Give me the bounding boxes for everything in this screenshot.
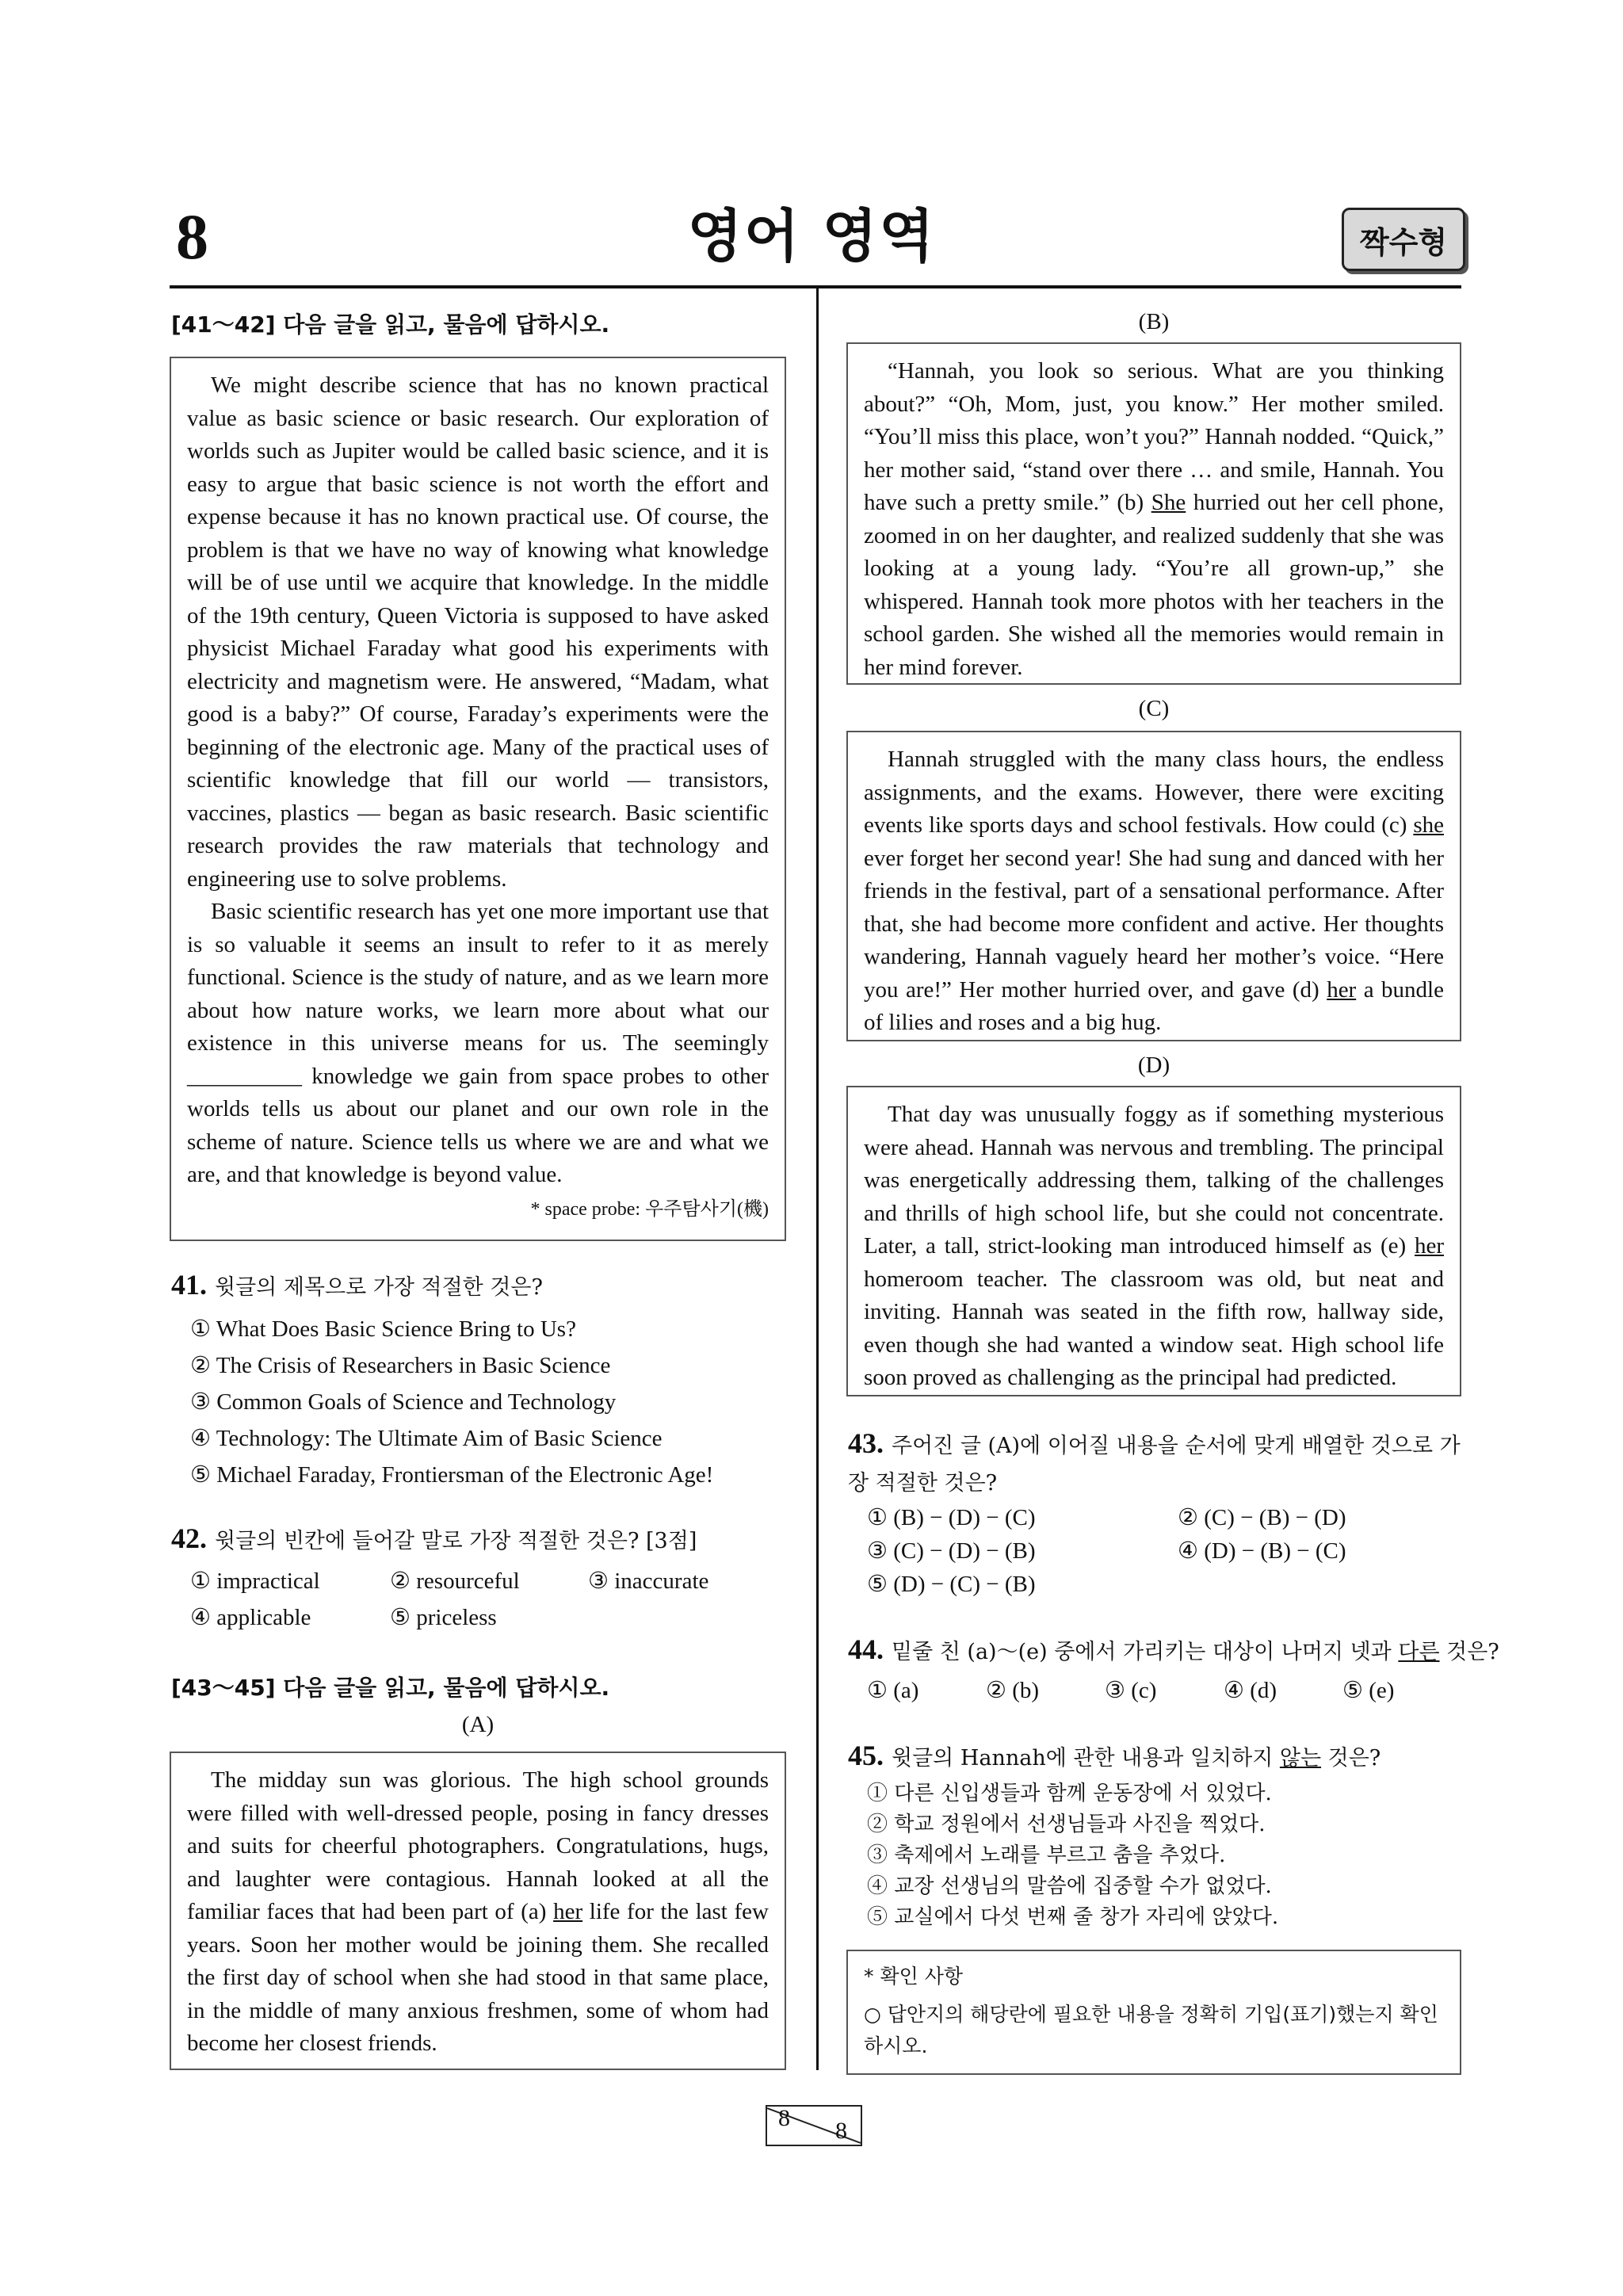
footer-page-indicator xyxy=(766,2105,862,2146)
passage-a-text-2: life for the last few years. Soon her mother would be joining them. She recalled the first day of school when she had stood in that same place, in the middle of many anxious freshmen, some of whom had become her closest friends. xyxy=(187,1899,769,2056)
underlined-c: she xyxy=(1413,812,1444,838)
option-1[interactable]: ① (a) xyxy=(867,1678,919,1703)
passage-b xyxy=(846,342,1461,685)
underlined-d: her xyxy=(1327,976,1357,1003)
option-4[interactable]: ④ 교장 선생님의 말씀에 집중할 수가 없었다. xyxy=(867,1874,1272,1898)
column-divider xyxy=(816,288,819,2070)
footer-page-right: 8 xyxy=(835,2118,847,2144)
question-number: 43. xyxy=(848,1427,884,1459)
option-4[interactable]: ④ applicable xyxy=(190,1605,311,1630)
question-text: 주어진 글 (A)에 이어질 내용을 순서에 맞게 배열한 것으로 가장 적절한 것은? xyxy=(848,1434,1461,1496)
option-1[interactable]: ① 다른 신입생들과 함께 운동장에 서 있었다. xyxy=(867,1782,1272,1805)
passage-c xyxy=(846,731,1461,1041)
q41-options xyxy=(190,1311,792,1493)
passage-c-text-3: a bundle of lilies and roses and a big hug. xyxy=(864,976,1444,1035)
option-2[interactable]: ② resourceful xyxy=(390,1568,520,1594)
passage-d-text-2: homeroom teacher. The classroom was old, but neat and inviting. Hannah was seated in the fifth row, hallway side, even though she had wanted a window seat. High school life soon proved as challenging as the principal had predicted. xyxy=(864,1266,1444,1390)
section-label-a: (A) xyxy=(461,1712,495,1737)
question-text: 윗글의 제목으로 가장 적절한 것은? xyxy=(215,1275,543,1300)
question-number: 45. xyxy=(848,1740,884,1771)
underlined-e: her xyxy=(1414,1233,1444,1259)
question-number: 44. xyxy=(848,1633,884,1665)
option-1[interactable]: ① impractical xyxy=(190,1568,320,1594)
underlined-b: She xyxy=(1151,490,1186,515)
question-text: 윗글의 빈칸에 들어갈 말로 가장 적절한 것은? [3점] xyxy=(215,1529,697,1553)
option-2[interactable]: ② (b) xyxy=(986,1678,1040,1703)
option-4[interactable]: ④ (d) xyxy=(1224,1678,1277,1703)
option-5[interactable]: ⑤ 교실에서 다섯 번째 줄 창가 자리에 앉았다. xyxy=(867,1905,1279,1929)
passage-paragraph-1: We might describe science that has no known practical value as basic science or basic research. Our exploration of worlds such as Jupiter would be called basic science, and it is easy to argue that basic science is not worth the effort and expense because it has no known practical use. Of course, the problem is that we have no way of knowing what knowledge will be of use until we acquire that knowledge. In the middle of the 19th century, Queen Victoria is supposed to have asked physicist Michael Faraday what good his experiments with electricity and magnetism were. He answered, “Madam, what good is a baby?” Of course, Faraday’s experiments were the beginning of the electronic age. Many of the practical uses of scientific knowledge that fill our world — transistors, vaccines, plastics — began as basic research. Basic scientific research provides the raw materials that technology and engineering use to solve problems. xyxy=(187,372,769,892)
passage-c-text-1: Hannah struggled with the many class hours, the endless assignments, and the exams. However, there were exciting events like sports days and school festivals. How could (c) xyxy=(864,747,1444,838)
passage-d-text-1: That day was unusually foggy as if something mysterious were ahead. Hannah was nervous and trembling. The principal was energetically addressing them, talking of the challenges and thrills of high school life, but she could not concentrate. Later, a tall, strict-looking man introduced himself as (e) xyxy=(864,1102,1444,1259)
confirmation-text: ○ 답안지의 해당란에 필요한 내용을 정확히 기입(표기)했는지 확인하시오. xyxy=(864,2003,1438,2057)
question-text: 밑줄 친 (a)～(e) 중에서 가리키는 대상이 나머지 넷과 xyxy=(892,1640,1399,1664)
question-44 xyxy=(848,1633,1499,1666)
q45-options xyxy=(867,1778,1278,1933)
question-text-end: 것은? xyxy=(1321,1746,1381,1771)
question-text-end: 것은? xyxy=(1439,1640,1499,1664)
option-5[interactable]: ⑤ priceless xyxy=(390,1605,497,1630)
option-2[interactable]: ② 학교 정원에서 선생님들과 사진을 찍었다. xyxy=(867,1813,1266,1836)
option-3[interactable]: ③ (C) − (D) − (B) xyxy=(867,1538,1036,1564)
option-2[interactable]: ② (C) − (B) − (D) xyxy=(1178,1505,1346,1530)
option-5[interactable]: ⑤ (e) xyxy=(1342,1678,1395,1703)
question-number: 41. xyxy=(171,1269,207,1301)
question-45 xyxy=(848,1739,1381,1772)
option-1[interactable]: ① (B) − (D) − (C) xyxy=(867,1505,1036,1530)
question-emphasis: 다른 xyxy=(1398,1640,1440,1664)
question-text: 윗글의 Hannah에 관한 내용과 일치하지 xyxy=(892,1746,1280,1771)
confirmation-notice xyxy=(846,1950,1461,2075)
section-label-b: (B) xyxy=(1138,309,1170,334)
section-label-c: (C) xyxy=(1138,696,1170,721)
question-emphasis: 않는 xyxy=(1279,1746,1322,1771)
passage-b-text-2: hurried out her cell phone, zoomed in on her daughter, and realized suddenly that she was looking at a young lady. “You’re all grown-up,” she whispered. Hannah took more photos with her teachers in the school garden. She wished all the memories would remain in her mind forever. xyxy=(864,490,1444,680)
passage-paragraph-2: Basic scientific research has yet one more important use that is so valuable it seems an insult to refer to it as merely functional. Science is the study of nature, and as we learn more about how nature works, we learn more about what our existence in this universe means for us. The seemingly __________ knowledge we gain from space probes to other worlds tells us about our planet and our own role in the scheme of nature. Science tells us where we are and what we are, and that knowledge is beyond value. xyxy=(187,899,769,1187)
page-title: 영어 영역 xyxy=(687,203,936,269)
set-title-41-42: [41～42] 다음 글을 읽고, 물음에 답하시오. xyxy=(171,311,610,338)
option-5[interactable]: ⑤ Michael Faraday, Frontiersman of the Electronic Age! xyxy=(190,1462,714,1488)
question-41 xyxy=(171,1268,543,1301)
option-3[interactable]: ③ (c) xyxy=(1105,1678,1157,1703)
underlined-a: her xyxy=(553,1899,583,1924)
option-3[interactable]: ③ inaccurate xyxy=(588,1568,709,1594)
passage-d xyxy=(846,1086,1461,1396)
option-5[interactable]: ⑤ (D) − (C) − (B) xyxy=(867,1572,1036,1597)
option-3[interactable]: ③ 축제에서 노래를 부르고 춤을 추었다. xyxy=(867,1843,1226,1867)
question-number: 42. xyxy=(171,1522,207,1554)
passage-c-text-2: ever forget her second year! She had sung and danced with her friends in the festival, part of a sensational performance. After that, she had become more confident and active. Her thoughts wandering, Hannah vaguely heard her mother’s voice. “Here you are!” Her mother hurried over, and gave (d) xyxy=(864,845,1444,1003)
header-rule xyxy=(170,285,1461,288)
passage-a-text-1: The midday sun was glorious. The high school grounds were filled with well-dressed people, posing in fancy dresses and suits for cheerful photographers. Congratulations, hugs, and laughter were contagious. Hannah looked at all the familiar faces that had been part of (a) xyxy=(187,1767,769,1924)
section-label-d: (D) xyxy=(1137,1052,1170,1078)
option-1[interactable]: ① What Does Basic Science Bring to Us? xyxy=(190,1316,576,1342)
option-4[interactable]: ④ (D) − (B) − (C) xyxy=(1178,1538,1346,1564)
option-4[interactable]: ④ Technology: The Ultimate Aim of Basic Science xyxy=(190,1426,663,1451)
question-42 xyxy=(171,1522,697,1555)
option-3[interactable]: ③ Common Goals of Science and Technology xyxy=(190,1389,617,1415)
page-number: 8 xyxy=(176,201,208,273)
confirmation-title: * 확인 사항 xyxy=(864,1965,963,1988)
question-43 xyxy=(848,1425,1466,1502)
passage-41-42 xyxy=(170,357,786,1241)
passage-a xyxy=(170,1752,786,2070)
set-title-43-45: [43～45] 다음 글을 읽고, 물음에 답하시오. xyxy=(171,1675,610,1701)
footer-page-left: 8 xyxy=(778,2105,790,2131)
passage-b-text-1: “Hannah, you look so serious. What are you thinking about?” “Oh, Mom, just, you know.” Her mother smiled. “You’ll miss this place, won’t you?” Hannah nodded. “Quick,” her mother said, “stand over there … and smile, Hannah. You have such a pretty smile.” (b) xyxy=(864,358,1444,515)
option-2[interactable]: ② The Crisis of Researchers in Basic Science xyxy=(190,1353,611,1378)
exam-type-badge: 짝수형 xyxy=(1342,208,1465,271)
footnote: * space probe: 우주탐사기(機) xyxy=(530,1198,769,1220)
